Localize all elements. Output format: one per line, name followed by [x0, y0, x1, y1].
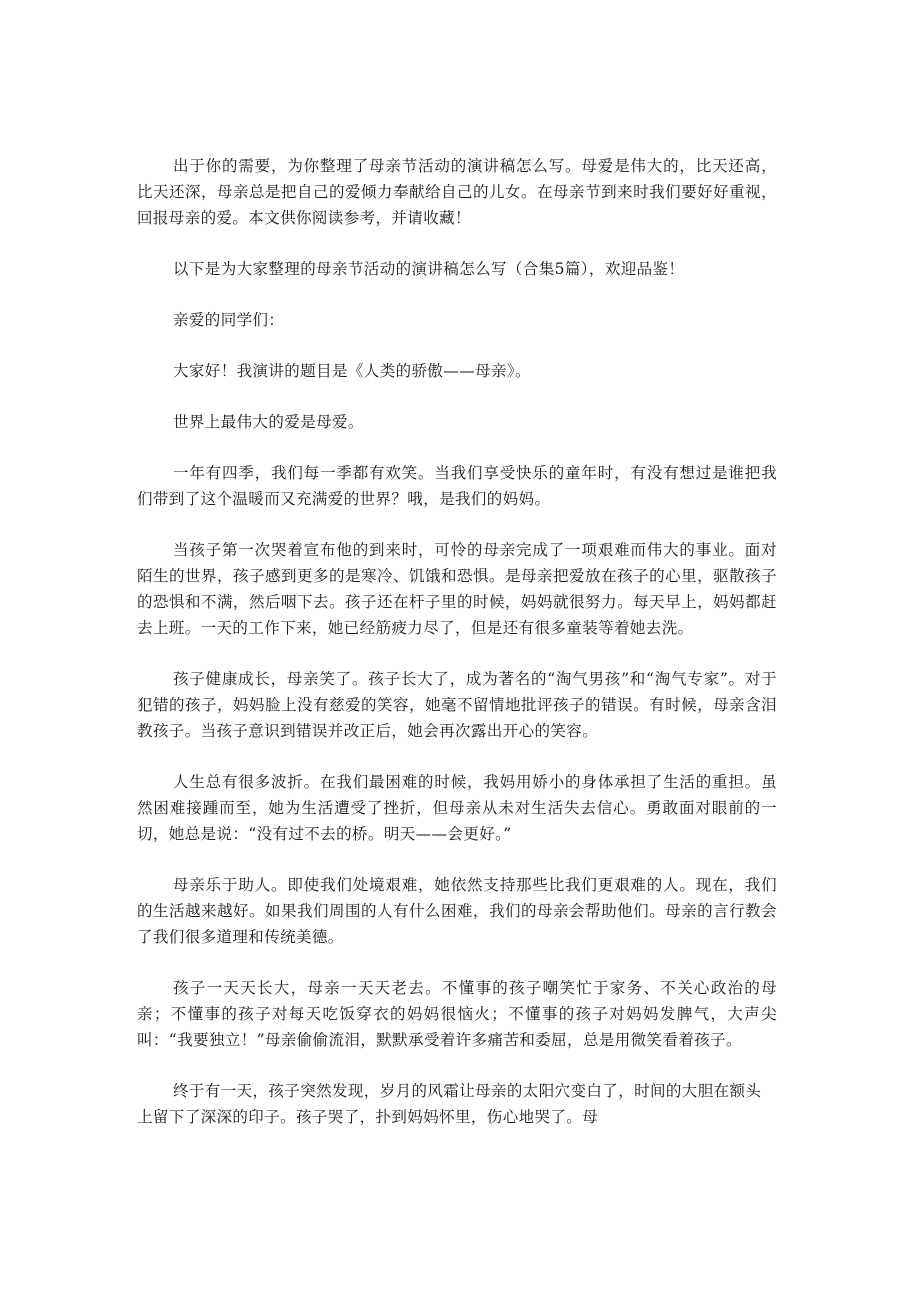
paragraph-hardship: 人生总有很多波折。在我们最困难的时候，我妈用娇小的身体承担了生活的重担。虽然困难接踵而至，她为生活遭受了挫折，但母亲从未对生活失去信心。勇敢面对眼前的一切，她总是说：“没有过不去的桥。明天——会更好。”	[137, 773, 777, 843]
paragraph-seasons: 一年有四季，我们每一季都有欢笑。当我们享受快乐的童年时，有没有想过是谁把我们带到了这个温暖而又充满爱的世界？哦，是我们的妈妈。	[137, 464, 777, 508]
paragraph-aging: 孩子一天天长大，母亲一天天老去。不懂事的孩子嘲笑忙于家务、不关心政治的母亲；不懂事的孩子对每天吃饭穿衣的妈妈很恼火；不懂事的孩子对妈妈发脾气，大声尖叫：“我要独立！”母亲偷偷流泪，默默承受着许多痛苦和委屈，总是用微笑看着孩子。	[137, 979, 777, 1049]
paragraph-realization: 终于有一天，孩子突然发现，岁月的风霜让母亲的太阳穴变白了，时间的大胆在额头上留下了深深的印子。孩子哭了，扑到妈妈怀里，伤心地哭了。母	[137, 1082, 762, 1126]
paragraph-greeting: 大家好！我演讲的题目是《人类的骄傲——母亲》。	[173, 362, 531, 380]
document-body	[137, 153, 777, 1155]
paragraph-helping: 母亲乐于助人。即使我们处境艰难，她依然支持那些比我们更艰难的人。现在，我们的生活越来越好。如果我们周围的人有什么困难，我们的母亲会帮助他们。母亲的言行教会了我们很多道理和传统美德。	[137, 876, 777, 946]
paragraph-intro: 出于你的需要，为你整理了母亲节活动的演讲稿怎么写。母爱是伟大的，比天还高，比天还深，母亲总是把自己的爱倾力奉献给自己的儿女。在母亲节到来时我们要好好重视，回报母亲的爱。本文供你阅读参考，并请收藏！	[137, 157, 777, 227]
paragraph-birth: 当孩子第一次哭着宣布他的到来时，可怜的母亲完成了一项艰难而伟大的事业。面对陌生的世界，孩子感到更多的是寒冷、饥饿和恐惧。是母亲把爱放在孩子的心里，驱散孩子的恐惧和不满，然后咽下去。孩子还在杆子里的时候，妈妈就很努力。每天早上，妈妈都赶去上班。一天的工作下来，她已经筋疲力尽了，但是还有很多童装等着她去洗。	[137, 541, 777, 637]
paragraph-thesis: 世界上最伟大的爱是母爱。	[173, 413, 364, 431]
paragraph-collection-note: 以下是为大家整理的母亲节活动的演讲稿怎么写（合集5篇），欢迎品鉴！	[173, 260, 685, 278]
paragraph-growth: 孩子健康成长，母亲笑了。孩子长大了，成为著名的“淘气男孩”和“淘气专家”。对于犯错的孩子，妈妈脸上没有慈爱的笑容，她毫不留情地批评孩子的错误。有时候，母亲含泪教孩子。当孩子意识到错误并改正后，她会再次露出开心的笑容。	[137, 670, 777, 740]
paragraph-salutation: 亲爱的同学们：	[173, 311, 285, 329]
